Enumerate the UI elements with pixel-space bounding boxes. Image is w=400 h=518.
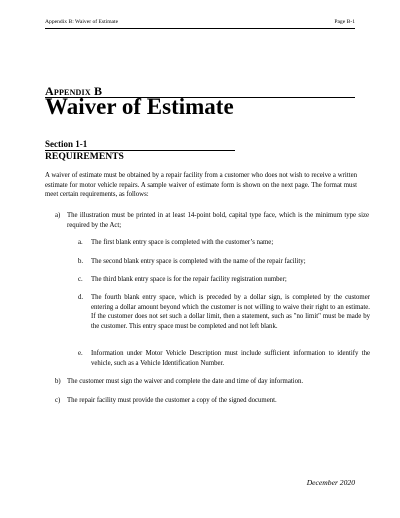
section-number: Section 1-1 xyxy=(45,139,88,149)
sub-list-item-text: The second blank entry space is completed with the name of the repair facility; xyxy=(91,258,306,265)
list-item xyxy=(55,211,369,230)
sub-list-marker: a. xyxy=(78,239,83,246)
section-title: REQUIREMENTS xyxy=(45,151,124,162)
list-marker: a) xyxy=(55,212,61,219)
appendix-label: Appendix B xyxy=(45,84,103,98)
list-item-text: The repair facility must provide the customer a copy of the signed document. xyxy=(67,397,277,404)
header-page-number: Page B-1 xyxy=(334,19,355,25)
sub-list-marker: c. xyxy=(78,276,83,283)
footer-date: December 2020 xyxy=(306,478,355,487)
sub-list-item-text: The fourth blank entry space, which is preceded by a dollar sign, is completed by the customer entering a dollar amount beyond which the customer is not willing to waive their right to an estimate. If the customer does not set such a dollar limit, then a statement, such as "no limit" must be made by the customer. This entry space must be completed and not left blank. xyxy=(91,294,370,331)
sub-list-item xyxy=(78,275,370,285)
list-item xyxy=(55,396,369,406)
sub-list-item xyxy=(78,257,370,267)
list-item-text: The illustration must be printed in at least 14-point bold, capital type face, which is the minimum type size required by the Act; xyxy=(67,212,369,229)
sub-list-item xyxy=(78,349,370,368)
sub-list-item xyxy=(78,293,370,332)
sub-list-item xyxy=(78,238,370,248)
page-title: Waiver of Estimate xyxy=(45,94,234,119)
running-header xyxy=(45,17,355,29)
list-marker: b) xyxy=(55,378,61,385)
sub-list-marker: e. xyxy=(78,350,83,357)
sub-list-item-text: The third blank entry space is for the repair facility registration number; xyxy=(91,276,287,283)
sub-list-marker: d. xyxy=(78,294,84,301)
sub-list-item-text: The first blank entry space is completed with the customer’s name; xyxy=(91,239,274,246)
list-marker: c) xyxy=(55,397,61,404)
sub-list-item-text: Information under Motor Vehicle Description must include sufficient information to identify the vehicle, such as a Vehicle Identification Number. xyxy=(91,350,370,367)
list-item xyxy=(55,377,369,387)
intro-paragraph: A waiver of estimate must be obtained by a repair facility from a customer who does not wish to receive a written estimate for motor vehicle repairs. A sample waiver of estimate form is shown on the next page. The format must meet certain requirements, as follows: xyxy=(45,172,357,199)
list-item-text: The customer must sign the waiver and complete the date and time of day information. xyxy=(67,378,304,385)
header-left-text: Appendix B: Waiver of Estimate xyxy=(45,19,119,25)
sub-list-marker: b. xyxy=(78,258,84,265)
